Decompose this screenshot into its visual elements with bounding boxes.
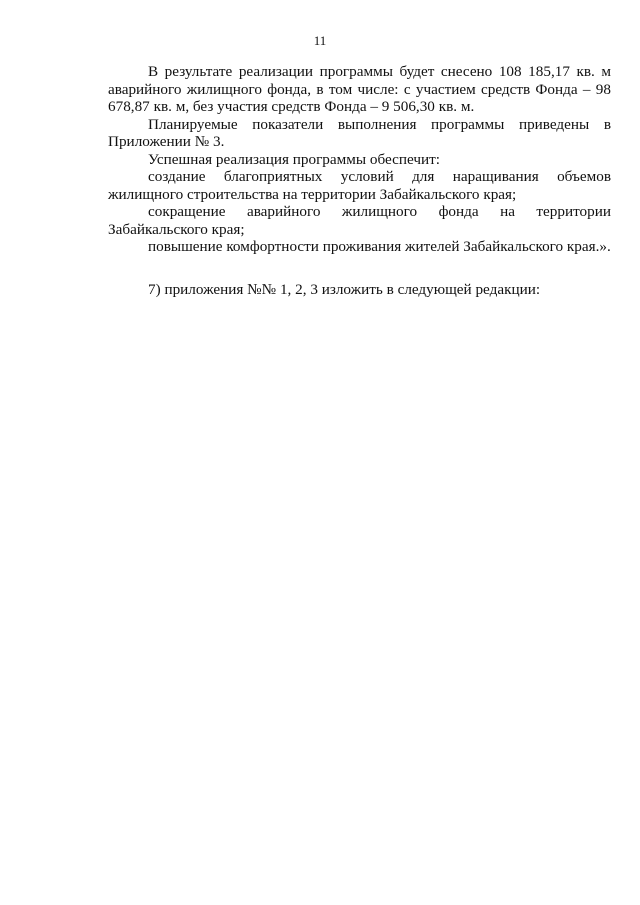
document-body	[108, 63, 611, 298]
paragraph-gap	[108, 256, 611, 281]
paragraph-success-intro: Успешная реализация программы обеспечит:	[148, 150, 440, 168]
paragraph-fund-reduction: сокращение аварийного жилищного фонда на территории Забайкальского края;	[108, 203, 611, 238]
paragraph-indicators-reference: Планируемые показатели выполнения программы приведены в Приложении № 3.	[108, 115, 611, 150]
paragraph-appendices-amendment: 7) приложения №№ 1, 2, 3 изложить в следующей редакции:	[148, 280, 541, 298]
paragraph-construction-conditions: создание благоприятных условий для наращивания объемов жилищного строительства на территории Забайкальского края;	[108, 168, 611, 203]
paragraph-demolition-results: В результате реализации программы будет снесено 108 185,17 кв. м аварийного жилищного фонда, в том числе: с участием средств Фонда – 98 678,87 кв. м, без участия средств Фонда – 9 506,30 кв. м.	[108, 63, 611, 115]
page-number: 11	[313, 33, 327, 48]
paragraph-comfort-improvement: повышение комфортности проживания жителей Забайкальского края.».	[148, 238, 611, 255]
